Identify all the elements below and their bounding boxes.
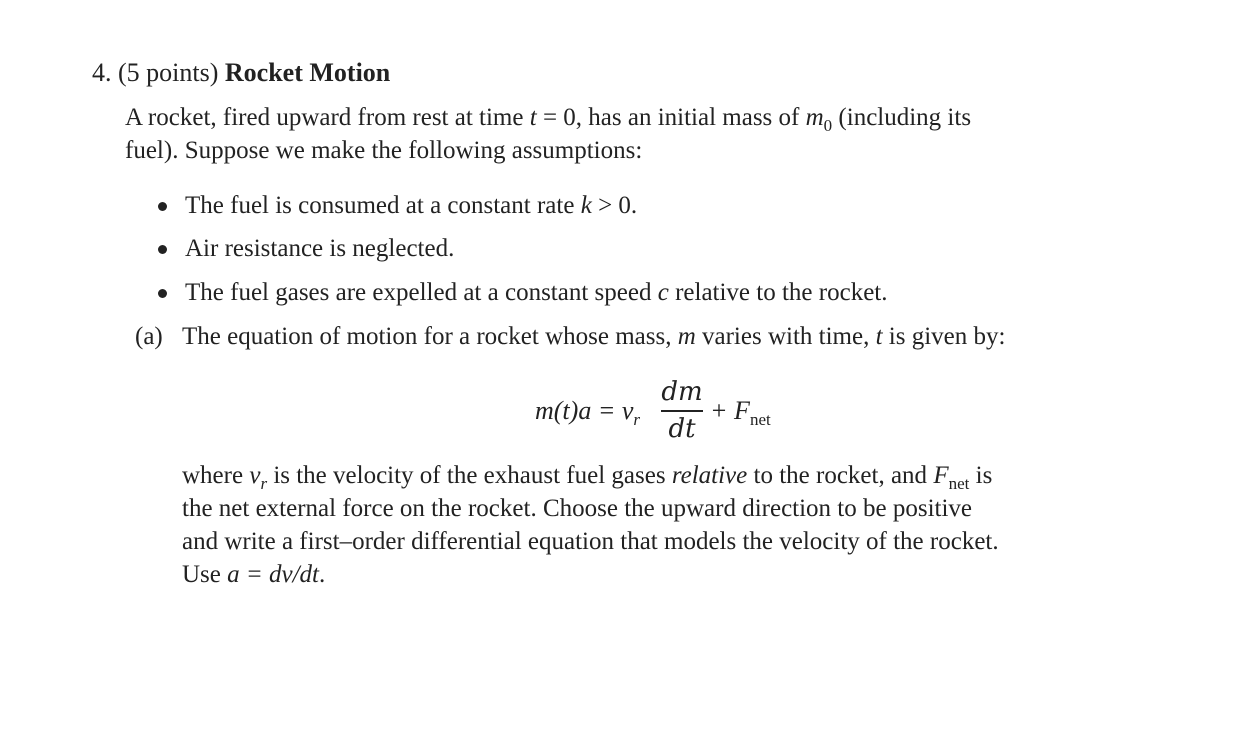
assumption-1	[185, 191, 637, 221]
part-a-paragraph-2: the net external force on the rocket. Choose the upward direction to be positive	[182, 495, 973, 522]
intro-var-m: m	[805, 104, 824, 131]
part-a-label: (a)	[135, 323, 163, 350]
problem-header	[92, 58, 390, 88]
bullet-2	[158, 245, 167, 254]
problem-title: Rocket Motion	[224, 58, 391, 87]
assumption-1-var-k: k	[580, 192, 592, 219]
p1-var-v-sub: r	[260, 474, 268, 493]
part-a-paragraph-3: and write a first–order differential equation that models the velocity of the rocket.	[182, 528, 999, 555]
bullet-1	[158, 202, 167, 211]
p1-text-d: is	[969, 462, 993, 489]
equation-rhs	[710, 396, 771, 429]
bullet-3	[158, 289, 167, 298]
assumption-1-text: The fuel is consumed at a constant rate	[185, 192, 581, 219]
part-a-var-t: t	[875, 323, 883, 350]
p1-text-b: is the velocity of the exhaust fuel gases	[267, 462, 672, 489]
equation-numerator: dm	[661, 377, 703, 407]
assumption-3-text-a: The fuel gases are expelled at a constant speed	[185, 279, 658, 306]
problem-number: 4.	[92, 58, 112, 87]
p4-text-b: .	[319, 561, 326, 588]
equation-lhs-sub: r	[633, 410, 641, 429]
p1-relative: relative	[671, 462, 748, 489]
assumption-3-var-c: c	[657, 279, 669, 306]
p4-math: a = dv/dt	[227, 561, 319, 588]
intro-text-b: = 0, has an initial mass of	[536, 104, 806, 131]
problem-points: (5 points)	[118, 58, 219, 87]
equation-lhs-text: m(t)a = v	[535, 396, 634, 425]
intro-text-a: A rocket, fired upward from rest at time	[125, 104, 530, 131]
intro-var-m-sub: 0	[823, 116, 833, 135]
intro-line-2: fuel). Suppose we make the following assumptions:	[125, 137, 643, 164]
equation-lhs	[535, 396, 641, 429]
p1-text-c: to the rocket, and	[747, 462, 934, 489]
assumption-1-rest: > 0.	[591, 192, 638, 219]
equation-plus-f: + F	[710, 396, 750, 425]
part-a-paragraph-4	[182, 560, 325, 590]
part-a-var-m: m	[677, 323, 696, 350]
equation-fraction-bar	[661, 410, 703, 412]
part-a-text-b: varies with time,	[695, 323, 876, 350]
assumption-2: Air resistance is neglected.	[185, 235, 455, 262]
part-a-text-a: The equation of motion for a rocket whose mass,	[182, 323, 678, 350]
assumption-3-text-b: relative to the rocket.	[668, 279, 888, 306]
intro-var-t: t	[529, 104, 537, 131]
equation-denominator: dt	[668, 414, 696, 444]
part-a-line	[182, 322, 1005, 352]
p1-var-f: F	[933, 462, 949, 489]
part-a-text-c: is given by:	[882, 323, 1006, 350]
intro-text-c: (including its	[832, 104, 972, 131]
p1-var-f-sub: net	[948, 474, 970, 493]
part-a-paragraph-1	[182, 461, 992, 493]
p1-var-v: v	[249, 462, 261, 489]
equation-f-sub: net	[749, 410, 771, 429]
p4-text-a: Use	[182, 561, 228, 588]
p1-text-a: where	[182, 462, 250, 489]
intro-line-1	[125, 103, 971, 135]
assumption-3	[185, 278, 887, 308]
